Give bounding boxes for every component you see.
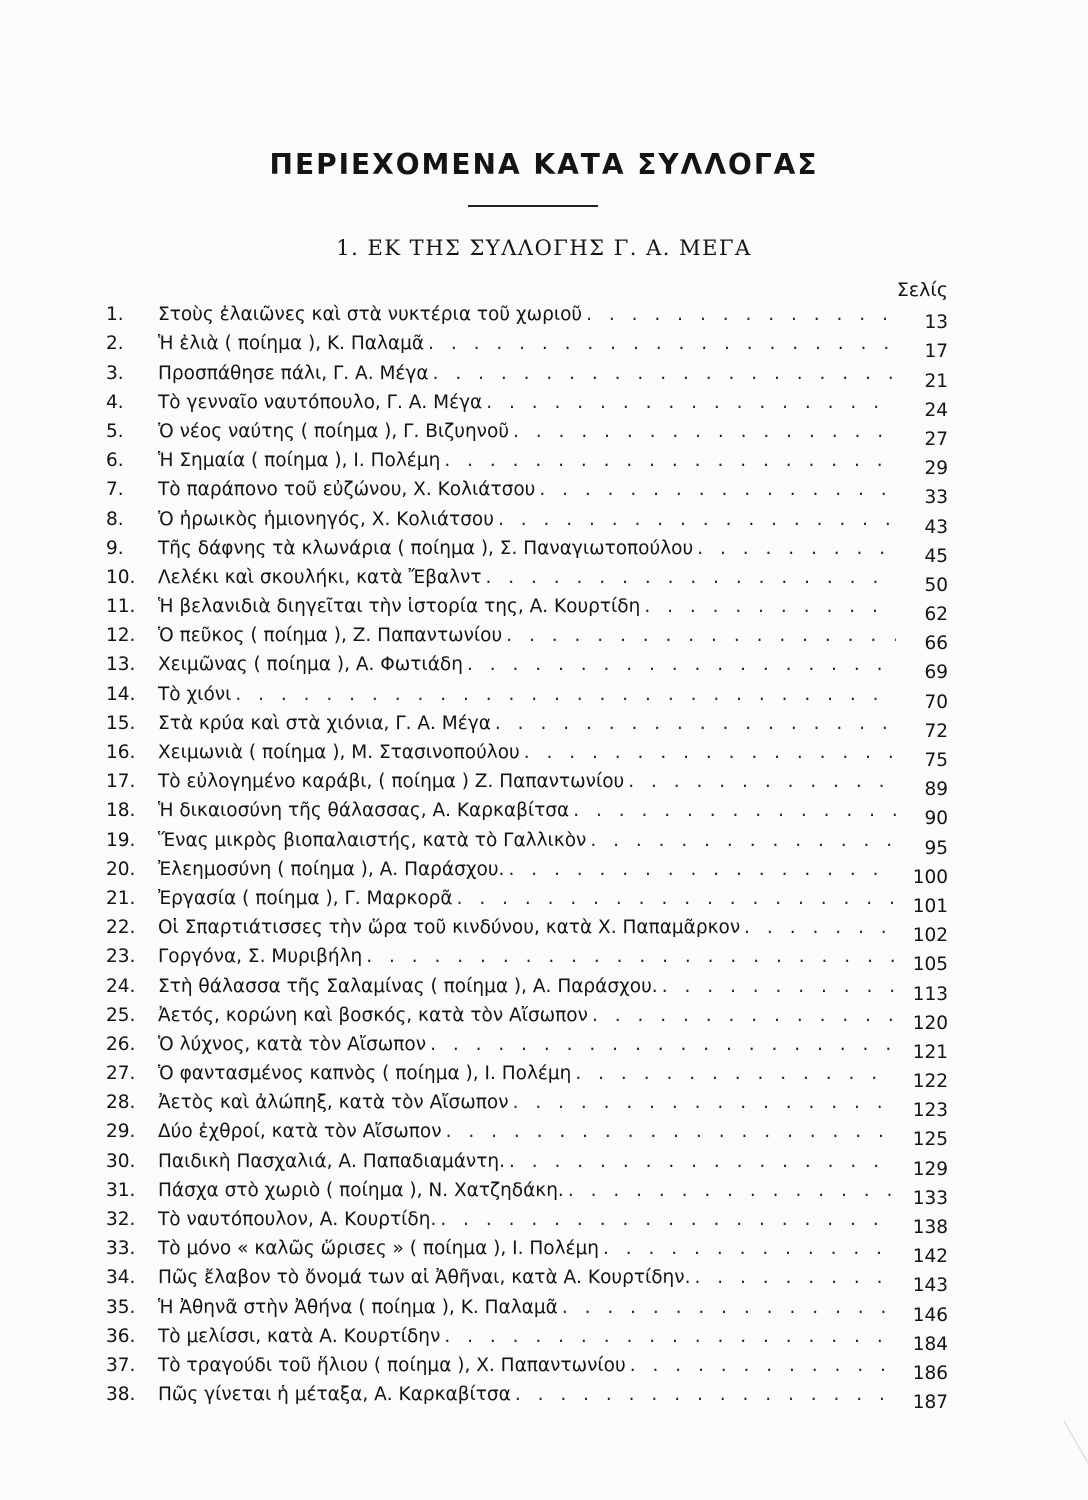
table-of-contents: [106, 297, 948, 1414]
toc-entry-title: Γοργόνα, Σ. Μυριβήλη: [158, 946, 363, 968]
toc-entry-title: Τὸ μόνο « καλῶς ὥρισες » ( ποίημα ), Ι. Πολέμη: [158, 1238, 600, 1260]
dot-leader: [444, 450, 896, 472]
dot-leader: [509, 1151, 896, 1173]
toc-entry-page: 62: [924, 604, 948, 626]
toc-entry-page: 24: [924, 399, 948, 421]
toc-entry-number: 8.: [106, 508, 124, 530]
toc-entry-page: 75: [924, 750, 948, 771]
toc-entry: [106, 1348, 948, 1384]
toc-entry-page: 43: [924, 516, 948, 538]
page-edge-mark: [1051, 1420, 1088, 1479]
toc-entry-page: 72: [924, 720, 948, 742]
toc-entry: [106, 852, 948, 888]
toc-entry: [106, 531, 948, 567]
page-title: ΠΕΡΙΕΧΟΜΕΝΑ ΚΑΤΑ ΣΥΛΛΟΓΑΣ: [269, 148, 819, 181]
toc-entry-title: Ὁ νέος ναύτης ( ποίημα ), Γ. Βιζυηνοῦ: [158, 420, 510, 442]
toc-entry: [106, 326, 948, 363]
dot-leader: [515, 1384, 896, 1406]
dot-leader: [428, 333, 896, 355]
toc-entry-number: 21.: [106, 887, 136, 909]
toc-entry: [106, 1085, 948, 1122]
toc-entry-number: 38.: [106, 1384, 136, 1406]
toc-entry-title: Ἡ ἐλιὰ ( ποίημα ), Κ. Παλαμᾶ: [158, 333, 425, 355]
toc-entry-page: 146: [912, 1304, 948, 1326]
toc-entry-number: 29.: [106, 1121, 136, 1143]
toc-entry-number: 33.: [106, 1238, 136, 1260]
toc-entry: [106, 355, 948, 392]
toc-entry-number: 6.: [106, 450, 124, 472]
toc-entry-number: 18.: [106, 800, 136, 822]
toc-entry-number: 5.: [106, 420, 124, 442]
dot-leader: [586, 304, 896, 326]
toc-entry-page: 123: [912, 1100, 948, 1122]
toc-entry-page: 21: [924, 370, 948, 392]
toc-entry-number: 28.: [106, 1092, 136, 1114]
toc-entry-title: Ἀετὸς καὶ ἀλώπηξ, κατὰ τὸν Αἴσωπον: [158, 1092, 509, 1114]
dot-leader: [695, 1267, 897, 1289]
toc-entry-title: Τὸ εὐλογημένο καράβι, ( ποίημα ) Ζ. Παπαντωνίου: [158, 771, 625, 793]
toc-entry: [106, 822, 948, 859]
toc-entry-page: 113: [912, 983, 948, 1005]
dot-leader: [486, 392, 896, 414]
dot-leader: [562, 1297, 896, 1319]
toc-entry-page: 29: [924, 458, 948, 480]
toc-entry-number: 35.: [106, 1296, 136, 1318]
toc-entry-page: 100: [912, 866, 948, 888]
dot-leader: [235, 684, 896, 706]
toc-entry-number: 17.: [106, 771, 136, 793]
toc-entry-page: 102: [912, 925, 948, 947]
toc-entry: [106, 1289, 948, 1326]
dot-leader: [628, 771, 896, 793]
toc-entry: [106, 560, 948, 596]
toc-entry-title: Τὸ γενναῖο ναυτόπουλο, Γ. Α. Μέγα: [158, 391, 483, 413]
toc-entry: [106, 472, 948, 509]
dot-leader: [513, 1092, 896, 1114]
dot-leader: [590, 830, 896, 852]
dot-leader: [697, 538, 896, 560]
toc-entry-number: 36.: [106, 1325, 136, 1347]
toc-entry-page: 120: [912, 1012, 948, 1034]
dot-leader: [644, 596, 896, 618]
toc-entry-page: 33: [924, 487, 948, 509]
toc-entry-page: 138: [912, 1217, 948, 1238]
toc-entry-title: Ἕνας μικρὸς βιοπαλαιστής, κατὰ τὸ Γαλλικὸν: [158, 829, 587, 851]
toc-entry-page: 27: [924, 428, 948, 450]
toc-entry-number: 7.: [106, 479, 124, 501]
toc-entry-number: 10.: [106, 566, 136, 588]
toc-entry-number: 34.: [106, 1267, 136, 1289]
toc-entry-title: Ἡ Ἀθηνᾶ στὴν Ἀθήνα ( ποίημα ), Κ. Παλαμᾶ: [158, 1296, 558, 1318]
toc-entry-title: Τὸ μελίσσι, κατὰ Α. Κουρτίδην: [158, 1325, 441, 1347]
toc-entry-number: 1.: [106, 304, 124, 326]
toc-entry: [106, 881, 948, 917]
dot-leader: [430, 1034, 896, 1056]
toc-entry-title: Ἡ Σημαία ( ποίημα ), Ι. Πολέμη: [158, 450, 441, 472]
toc-entry-title: Ἐργασία ( ποίημα ), Γ. Μαρκορᾶ: [158, 887, 453, 909]
toc-entry-title: Ὁ ἡρωικὸς ἡμιονηγός, Χ. Κολιάτσου: [158, 508, 494, 530]
toc-entry-title: Τὸ ναυτόπουλον, Α. Κουρτίδη.: [158, 1209, 437, 1230]
toc-entry: [106, 1143, 948, 1180]
toc-entry: [106, 1377, 948, 1414]
toc-entry-number: 25.: [106, 1004, 136, 1026]
toc-entry-title: Στὰ κρύα καὶ στὰ χιόνια, Γ. Α. Μέγα: [158, 712, 491, 734]
toc-entry-title: Λελέκι καὶ σκουλήκι, κατὰ Ἔβαλντ: [158, 566, 482, 588]
toc-entry-page: 45: [924, 545, 948, 567]
toc-entry-page: 122: [912, 1071, 948, 1093]
dot-leader: [495, 713, 896, 735]
dot-leader: [539, 479, 896, 501]
toc-entry-number: 32.: [106, 1209, 136, 1230]
toc-entry: [106, 589, 948, 626]
toc-entry: [106, 1202, 948, 1238]
toc-entry-page: 125: [912, 1129, 948, 1151]
toc-entry-number: 37.: [106, 1354, 136, 1376]
dot-leader: [440, 1209, 896, 1231]
toc-entry: [106, 910, 948, 947]
toc-entry-number: 11.: [106, 596, 136, 618]
toc-entry-title: Στοὺς ἐλαιῶνες καὶ στὰ νυκτέρια τοῦ χωριοῦ: [158, 304, 583, 326]
toc-entry: [106, 1114, 948, 1151]
toc-entry: [106, 968, 948, 1005]
toc-entry: [106, 1173, 948, 1209]
toc-entry: [106, 1231, 948, 1268]
toc-entry-page: 186: [912, 1362, 948, 1384]
toc-entry-title: Πῶς ἔλαβον τὸ ὄνομά των αἱ Ἀθῆναι, κατὰ Α. Κουρτίδην.: [158, 1267, 691, 1289]
toc-entry-title: Ἐλεημοσύνη ( ποίημα ), Α. Παράσχου.: [158, 858, 505, 880]
toc-entry-page: 70: [924, 691, 948, 713]
dot-leader: [506, 625, 896, 647]
toc-entry-number: 30.: [106, 1150, 136, 1172]
dot-leader: [446, 1121, 896, 1143]
toc-entry-number: 22.: [106, 917, 136, 939]
toc-entry-title: Τὸ τραγούδι τοῦ ἥλιου ( ποίημα ), Χ. Παπαντωνίου: [158, 1354, 626, 1376]
dot-leader: [662, 976, 896, 998]
toc-entry: [106, 735, 948, 771]
dot-leader: [603, 1238, 896, 1260]
toc-entry: [106, 414, 948, 450]
toc-entry-number: 31.: [106, 1179, 136, 1201]
toc-entry-title: Ὁ λύχνος, κατὰ τὸν Αἴσωπον: [158, 1033, 427, 1055]
dot-leader: [508, 859, 896, 881]
toc-entry-number: 3.: [106, 362, 124, 384]
toc-entry: [106, 998, 948, 1034]
dot-leader: [744, 917, 896, 939]
toc-entry-title: Οἱ Σπαρτιάτισσες τὴν ὥρα τοῦ κινδύνου, κατὰ Χ. Παπαμᾶρκον: [158, 917, 741, 939]
toc-entry-title: Προσπάθησε πάλι, Γ. Α. Μέγα: [158, 362, 429, 384]
toc-entry-title: Χειμωνιὰ ( ποίημα ), Μ. Στασινοπούλου: [158, 742, 520, 763]
toc-entry-page: 187: [912, 1392, 948, 1414]
toc-entry-page: 69: [924, 662, 948, 684]
section-heading: 1. ΕΚ ΤΗΣ ΣΥΛΛΟΓΗΣ Γ. Α. ΜΕΓΑ: [336, 236, 752, 260]
toc-entry-title: Ὁ πεῦκος ( ποίημα ), Ζ. Παπαντωνίου: [158, 625, 503, 647]
toc-entry-title: Πάσχα στὸ χωριὸ ( ποίημα ), Ν. Χατζηδάκη.: [158, 1179, 564, 1201]
toc-entry-title: Δύο ἐχθροί, κατὰ τὸν Αἴσωπον: [158, 1121, 442, 1143]
toc-entry-page: 133: [912, 1187, 948, 1209]
dot-leader: [568, 1180, 896, 1202]
dot-leader: [457, 888, 896, 910]
toc-entry: [106, 618, 948, 655]
toc-entry-number: 9.: [106, 537, 124, 559]
toc-entry-page: 121: [912, 1041, 948, 1063]
toc-entry: [106, 676, 948, 713]
toc-entry-page: 105: [912, 954, 948, 976]
dot-leader: [467, 654, 896, 676]
dot-leader: [366, 946, 896, 968]
dot-leader: [524, 742, 896, 764]
toc-entry-number: 27.: [106, 1063, 136, 1085]
toc-entry-page: 95: [924, 837, 948, 859]
dot-leader: [575, 1063, 896, 1085]
toc-entry-number: 14.: [106, 683, 136, 705]
toc-entry: [106, 1319, 948, 1355]
toc-entry: [106, 1260, 948, 1297]
toc-entry-number: 2.: [106, 333, 124, 355]
toc-entry: [106, 297, 948, 334]
toc-entry-title: Στὴ θάλασσα τῆς Σαλαμίνας ( ποίημα ), Α. Παράσχου.: [158, 975, 658, 997]
toc-entry-number: 26.: [106, 1033, 136, 1055]
dot-leader: [630, 1355, 896, 1377]
dot-leader: [573, 800, 896, 822]
title-divider: [468, 205, 598, 207]
toc-entry: [106, 706, 948, 742]
toc-entry: [106, 1056, 948, 1093]
toc-entry-title: Ὁ φαντασμένος καπνὸς ( ποίημα ), Ι. Πολέμη: [158, 1063, 572, 1085]
toc-entry-page: 13: [924, 312, 948, 334]
toc-entry-page: 142: [912, 1246, 948, 1268]
toc-entry-page: 17: [924, 341, 948, 363]
toc-entry-number: 20.: [106, 858, 136, 880]
page-column-label: Σελίς: [896, 279, 948, 301]
toc-entry: [106, 939, 948, 976]
toc-entry-page: 101: [912, 895, 948, 917]
toc-entry-title: Χειμῶνας ( ποίημα ), Α. Φωτιάδη: [158, 654, 463, 676]
toc-entry-title: Τὸ χιόνι: [158, 683, 232, 705]
toc-entry-title: Πῶς γίνεται ἡ μέταξα, Α. Καρκαβίτσα: [158, 1384, 511, 1406]
toc-entry-number: 13.: [106, 654, 136, 676]
toc-entry-number: 24.: [106, 975, 136, 997]
toc-entry-page: 143: [912, 1275, 948, 1297]
toc-entry-number: 23.: [106, 946, 136, 968]
toc-entry-number: 4.: [106, 391, 124, 413]
toc-entry: [106, 647, 948, 684]
toc-entry-page: 66: [924, 633, 948, 655]
dot-leader: [498, 509, 896, 531]
toc-entry: [106, 443, 948, 480]
toc-entry-page: 89: [924, 779, 948, 801]
toc-entry-number: 12.: [106, 625, 136, 647]
toc-entry-page: 90: [924, 808, 948, 830]
toc-entry: [106, 1027, 948, 1063]
toc-entry-title: Τὸ παράπονο τοῦ εὐζώνου, Χ. Κολιάτσου: [158, 479, 536, 501]
toc-entry: [106, 764, 948, 801]
dot-leader: [592, 1005, 896, 1027]
toc-entry-page: 50: [924, 574, 948, 596]
toc-entry-title: Τῆς δάφνης τὰ κλωνάρια ( ποίημα ), Σ. Παναγιωτοπούλου: [158, 537, 694, 559]
toc-entry-title: Ἀετός, κορώνη καὶ βοσκός, κατὰ τὸν Αἴσωπον: [158, 1004, 588, 1026]
toc-entry-page: 129: [912, 1158, 948, 1180]
toc-entry-number: 15.: [106, 712, 136, 734]
toc-entry-title: Ἡ δικαιοσύνη τῆς θάλασσας, Α. Καρκαβίτσα: [158, 800, 570, 822]
toc-entry: [106, 385, 948, 421]
toc-entry-number: 19.: [106, 829, 136, 851]
toc-entry-number: 16.: [106, 742, 136, 763]
dot-leader: [513, 421, 896, 443]
dot-leader: [433, 363, 896, 385]
toc-entry-title: Ἡ βελανιδιὰ διηγεῖται τὴν ἱστορία της, Α. Κουρτίδη: [158, 596, 641, 618]
toc-entry: [106, 501, 948, 538]
dot-leader: [486, 567, 897, 589]
toc-entry-page: 184: [912, 1333, 948, 1355]
toc-entry: [106, 793, 948, 830]
toc-entry-title: Παιδικὴ Πασχαλιά, Α. Παπαδιαμάντη.: [158, 1150, 506, 1172]
dot-leader: [444, 1326, 896, 1348]
